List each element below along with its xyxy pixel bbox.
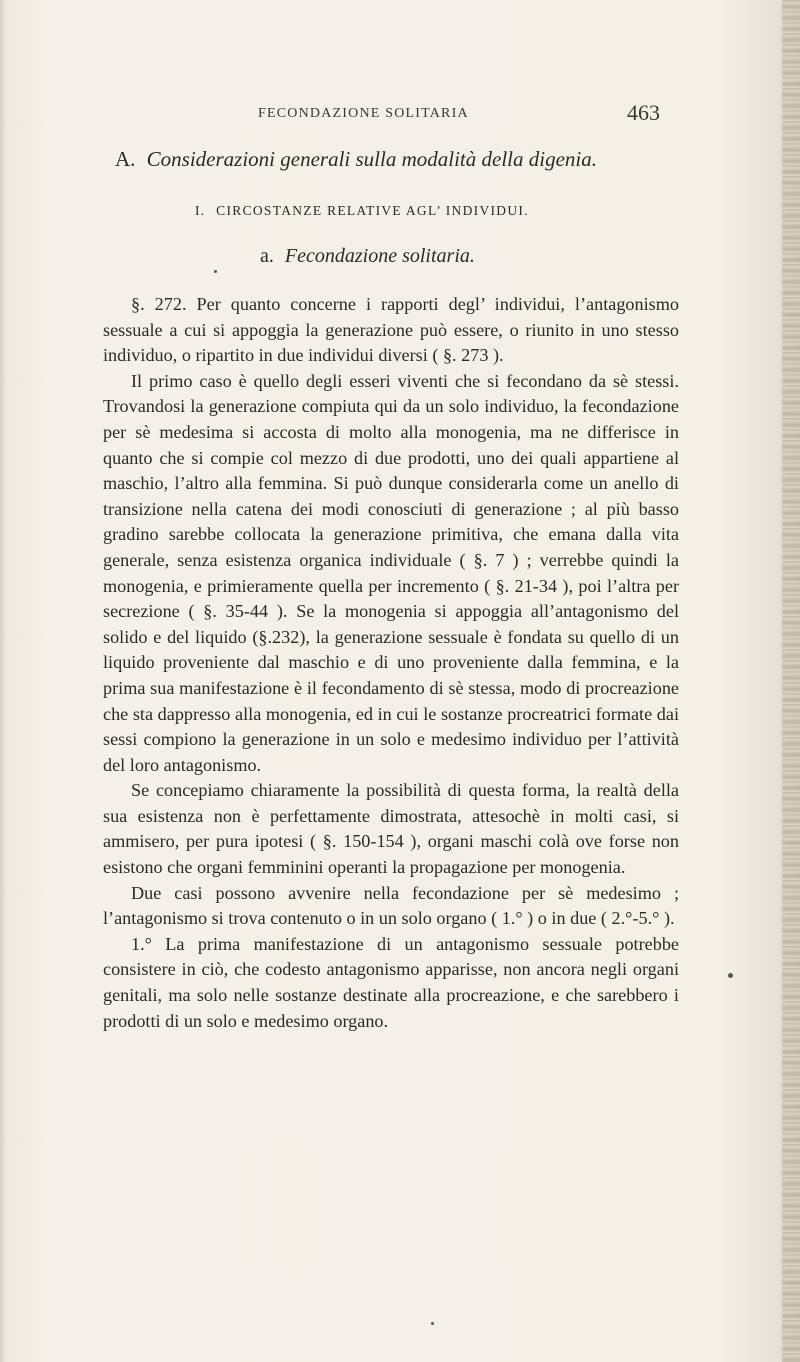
section-heading-a-lower-label: a. <box>260 245 274 267</box>
running-head <box>100 100 660 130</box>
paragraph-due-casi: Due casi possono avvenire nella fecondazione per sè medesimo ; l’antagonismo si trova contenuto o in un solo organo ( 1.° ) o in due ( 2.°-5.° ). <box>103 882 679 929</box>
page-gutter-shadow <box>0 0 6 1362</box>
print-speck <box>728 973 733 978</box>
paragraph-primo-caso: Il primo caso è quello degli esseri viventi che si fecondano da sè stessi. Trovandosi la generazione compiuta qui da un solo individuo, la fecondazione per sè medesima si accosta di molto alla monogenia, ma ne differisce in quanto che si compie col mezzo di due prodotti, uno dei quali appartiene al maschio, l’altro alla femmina. Si può dunque considerarla come un anello di transizione nella catena dei modi conosciuti di generazione ; al più basso gradino sarebbe collocata la generazione primitiva, che emana dalla vita generale, senza esistenza organica individuale ( §. 7 ) ; verrebbe quindi la monogenia, e primieramente quella per incremento ( §. 21-34 ), poi l’altra per secrezione ( §. 35-44 ). Se la monogenia si appoggia all’antagonismo del solido e del liquido (§.232), la generazione sessuale è fondata su quello di un liquido proveniente dal maschio e di uno proveniente dalla femmina, e la prima sua manifestazione è il fecondamento di sè stessa, modo di procreazione che sta dappresso alla monogenia, ed in cui le sostanze procreatrici formate dai sessi compiono la generazione in un solo e medesimo individuo per l’attività del loro antagonismo. <box>103 370 679 775</box>
paragraph-primo-punto: 1.° La prima manifestazione di un antagonismo sessuale potrebbe consistere in ciò, che codesto antagonismo apparisse, non ancora negli organi genitali, ma solo nelle sostanze destinate alla procreazione, e che sarebbero i prodotti di un solo e medesimo organo. <box>103 933 679 1031</box>
section-heading-a-lower <box>260 245 475 268</box>
body-text <box>103 292 679 1034</box>
print-speck <box>431 1322 434 1325</box>
paragraph-se-concepiamo: Se concepiamo chiaramente la possibilità di questa forma, la realtà della sua esistenza non è perfettamente dimostrata, attesochè in molti casi, si ammisero, per pura ipotesi ( §. 150-154 ), organi maschi colà ove forse non esistono che organi femminini operanti la propagazione per monogenia. <box>103 780 679 878</box>
section-heading-a-label: A. <box>115 147 136 171</box>
page-edge-binding <box>782 0 800 1362</box>
print-speck <box>214 270 217 273</box>
section-heading-i-title: CIRCOSTANZE RELATIVE AGL’ INDIVIDUI. <box>216 203 529 218</box>
section-heading-i-label: I. <box>195 203 206 218</box>
running-title: FECONDAZIONE SOLITARIA <box>258 106 469 121</box>
section-heading-i <box>195 203 529 219</box>
page-number: 463 <box>627 100 660 125</box>
section-heading-a <box>115 147 675 172</box>
paragraph-272: §. 272. Per quanto concerne i rapporti degl’ individui, l’antagonismo sessuale a cui si appoggia la generazione può essere, o riunito in uno stesso individuo, o ripartito in due individui diversi ( §. 273 ). <box>103 294 679 366</box>
section-heading-a-title: Considerazioni generali sulla modalità della digenia. <box>146 147 597 171</box>
section-heading-a-lower-title: Fecondazione solitaria. <box>284 245 475 267</box>
